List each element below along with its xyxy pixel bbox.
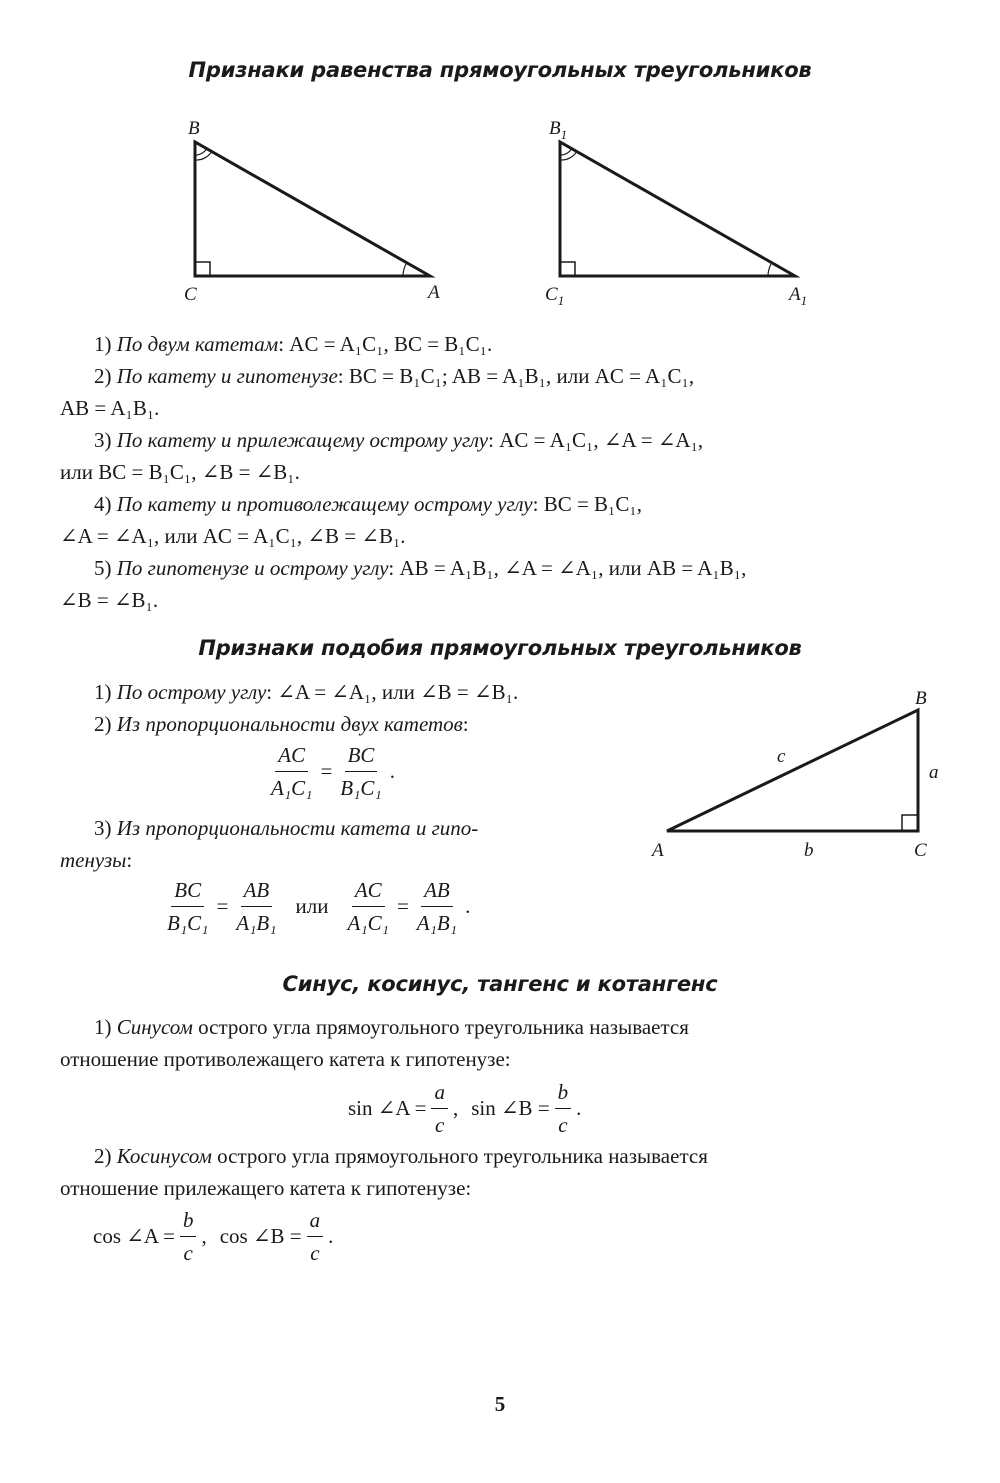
triangle-abc-shape (195, 142, 430, 276)
criterion-item-4-cont: ∠A = ∠A₁, или AC = A₁C₁, ∠B = ∠B₁. (60, 524, 406, 548)
figure-triangle-a1b1c1 (535, 112, 835, 312)
vertex-label-c: C (184, 284, 197, 305)
equality-criteria-list (60, 328, 930, 616)
vertex-label-b: B (188, 118, 200, 139)
section-title-trig: Синус, косинус, тангенс и котангенс (282, 972, 718, 996)
triangle-abc-sides-shape (667, 710, 918, 831)
sine-definition: 1) Синусом острого угла прямоугольного треугольника называется отношение противолежащего катета к гипотенузе: (60, 1015, 689, 1071)
vertex-label-c: C (914, 840, 927, 861)
criterion-item-5-cont: ∠B = ∠B₁. (60, 588, 159, 612)
vertex-label-a: A (428, 282, 440, 303)
criterion-item-5: 5) По гипотенузе и острому углу: AB = A₁B₁, ∠A = ∠A₁, или AB = A₁B₁, (94, 556, 747, 580)
similarity-item-1: 1) По острому углу: ∠A = ∠A₁, или ∠B = ∠B₁. 2) Из пропорциональности двух катетов: (60, 676, 640, 740)
criterion-item-2: 2) По катету и гипотенузе: BC = B₁C₁; AB = A₁B₁, или AC = A₁C₁, (94, 364, 695, 388)
sine-formula: sin ∠A = $\frac{a}{c}$ , sin ∠B = $\frac{b}{c}$ . (348, 1080, 582, 1137)
criterion-item-3-cont: или BC = B₁C₁, ∠B = ∠B₁. (60, 460, 300, 484)
figure-triangle-abc-sides (640, 680, 960, 870)
criterion-item-2-cont: AB = A₁B₁. (60, 396, 160, 420)
figure-triangle-abc (170, 112, 470, 312)
cosine-definition: 2) Косинусом острого угла прямоугольного треугольника называется отношение прилежащего катета к гипотенузе: (60, 1144, 708, 1200)
vertex-label-b1: $B_1$ (549, 118, 568, 142)
side-label-a: a (929, 762, 939, 783)
vertex-label-b: B (915, 688, 927, 709)
section-title-similarity: Признаки подобия прямоугольных треугольников (198, 636, 802, 660)
criterion-item-3: 3) По катету и прилежащему острому углу: AC = A₁C₁, ∠A = ∠A₁, (94, 428, 704, 452)
right-angle-mark (195, 262, 210, 276)
vertex-label-a: A (652, 840, 664, 861)
vertex-label-a1: $A_1$ (789, 284, 808, 308)
angle-a-mark (403, 264, 406, 276)
criterion-item-1: 1) По двум катетам: AC = A₁C₁, BC = B₁C₁. (94, 332, 493, 356)
right-angle-mark (560, 262, 575, 276)
legs-proportion-formula: $\frac{AC}{\text{A₁C₁}}$ = $\frac{BC}{\text{B₁C₁}}$ . (271, 743, 395, 800)
right-angle-mark (902, 815, 918, 831)
side-label-b: b (804, 840, 814, 861)
leg-hypotenuse-proportion-formula: $\frac{BC}{\text{B₁C₁}}$ = $\frac{AB}{\text{A₁B₁}}$ или $\frac{AC}{\text{A₁C₁}}$ = $\frac{AB}{\text{A₁B₁}}$ . (167, 878, 471, 935)
angle-a1-mark (768, 264, 771, 276)
section-title-equality: Признаки равенства прямоугольных треугольников (188, 58, 812, 82)
cosine-formula: cos ∠A = $\frac{b}{c}$ , cos ∠B = $\frac{a}{c}$ . (93, 1208, 334, 1265)
vertex-label-c1: $C_1$ (545, 284, 565, 308)
triangle-a1b1c1-shape (560, 142, 795, 276)
criterion-item-4: 4) По катету и противолежащему острому углу: BC = B₁C₁, (94, 492, 642, 516)
similarity-item-2: 2) Из пропорциональности двух катетов: (94, 712, 469, 736)
page-number: 5 (494, 1392, 506, 1416)
side-label-c: c (777, 746, 786, 767)
similarity-item-3: 3) Из пропорциональности катета и гипо- тенузы: (60, 816, 479, 872)
